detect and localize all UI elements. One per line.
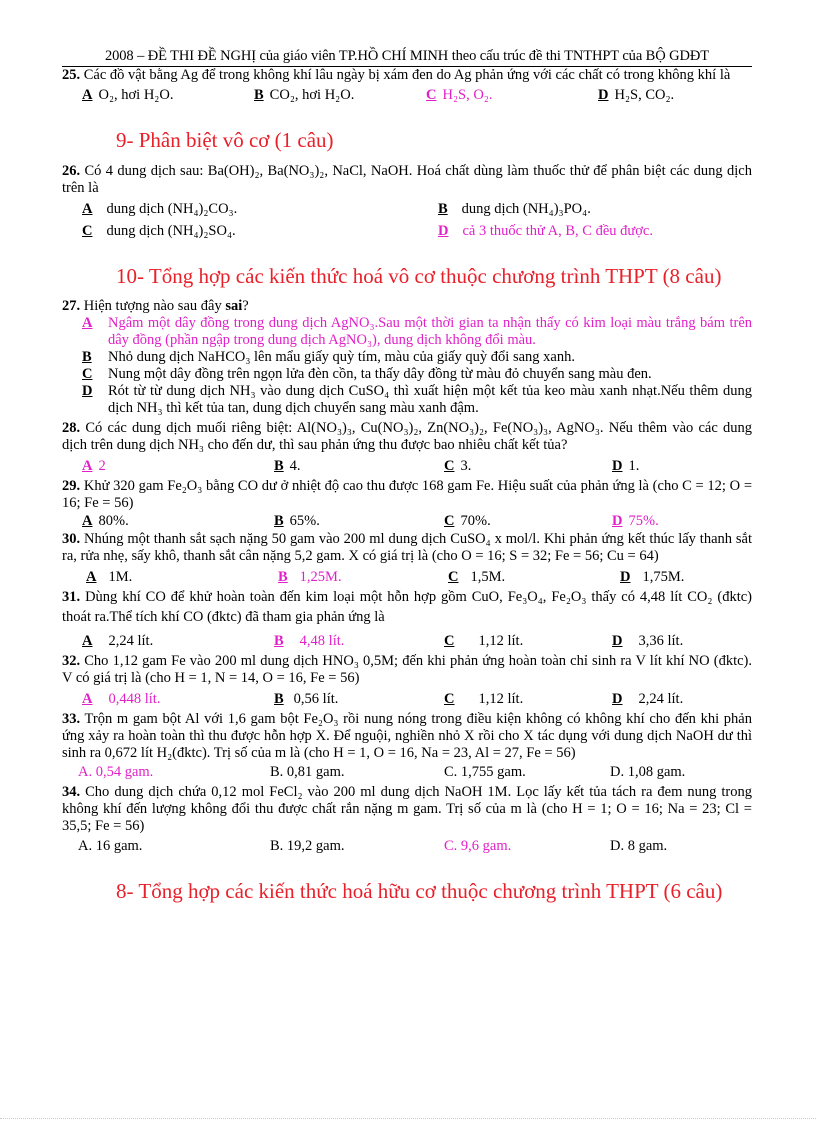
q30-option-b: B 1,25M.: [278, 569, 342, 585]
q29-option-a: A 80%.: [82, 513, 129, 529]
q31-option-c: C 1,12 lít.: [444, 633, 524, 649]
q30-option-a: A 1M.: [86, 569, 133, 585]
q27-option-a: A Ngâm một dây đồng trong dung dịch AgNO₃.Sau một thời gian ta nhận thấy có kim loại màu trắng bám trên dây đồng (phần ngập trong dung dịch AgNO₃), dung dịch không đổi màu.: [82, 315, 752, 348]
question-33: 33. Trộn m gam bột Al với 1,6 gam bột Fe₂O₃ rồi nung nóng trong điều kiện không có không khí cho đến khi phản ứng xảy ra hoàn toàn thì thu được hỗn hợp X. Để nguội, nghiền nhỏ X rồi cho X tác dụng với dung dịch NaOH dư thì sinh ra 0,672 lít H₂(đktc). Trị số của m là (cho H = 1, O = 16, Na = 23, Al = 27, Fe = 56): [62, 711, 752, 761]
q32-options: [62, 691, 752, 708]
q34-option-c: C. 9,6 gam.: [444, 838, 512, 854]
q31-option-d: D 3,36 lít.: [612, 633, 684, 649]
question-32: 32. Cho 1,12 gam Fe vào 200 ml dung dịch HNO₃ 0,5M; đến khi phản ứng hoàn toàn chỉ sinh ra V lít khí NO (đktc). V có giá trị là (cho H = 1, N = 14, O = 16, Fe = 56): [62, 653, 753, 686]
q32-option-b: B 0,56 lít.: [274, 691, 339, 707]
q33-option-a: A. 0,54 gam.: [78, 764, 154, 780]
q29-option-c: C 70%.: [444, 513, 491, 529]
section-9-title: 9- Phân biệt vô cơ (1 câu): [116, 128, 334, 152]
q31-option-a: A 2,24 lít.: [82, 633, 154, 649]
question-34: 34. Cho dung dịch chứa 0,12 mol FeCl₂ vào 200 ml dung dịch NaOH 1M. Lọc lấy kết tủa tách ra đem nung trong không khí đến lượng không đổi thu được chất rắn nặng m gam. Trị số của m là (cho H = 1; O = 16; Na = 23; Cl = 35,5; Fe = 56): [62, 784, 752, 834]
q27-options: [62, 315, 752, 417]
question-31: 31. Dùng khí CO để khử hoàn toàn đến kim loại một hỗn hợp gồm CuO, Fe₃O₄, Fe₂O₃ thấy có 4,48 lít CO₂ (đktc) thoát ra.Thể tích khí CO (đktc) đã tham gia phản ứng là: [62, 589, 752, 625]
q28-options: [62, 458, 752, 475]
q30-options: [62, 569, 752, 586]
section-8-title: 8- Tổng hợp các kiến thức hoá hữu cơ thuộc chương trình THPT (6 câu): [116, 879, 723, 903]
q33-option-c: C. 1,755 gam.: [444, 764, 526, 780]
q31-option-b: B 4,48 lít.: [274, 633, 345, 649]
section-10-title: 10- Tổng hợp các kiến thức hoá vô cơ thuộc chương trình THPT (8 câu): [116, 264, 722, 288]
q29-option-b: B 65%.: [274, 513, 320, 529]
q32-option-a: A 0,448 lít.: [82, 691, 161, 707]
q33-option-d: D. 1,08 gam.: [610, 764, 686, 780]
q27-option-b: B Nhỏ dung dịch NaHCO₃ lên mẩu giấy quỳ tím, màu của giấy quỳ đổi sang xanh.: [82, 349, 575, 365]
question-30: 30. Nhúng một thanh sắt sạch nặng 50 gam vào 200 ml dung dịch CuSO₄ x mol/l. Khi phản ứng kết thúc lấy thanh sắt ra, rửa nhẹ, sấy khô, thanh sắt cân nặng 5,2 gam. X có giá trị là (cho O = 16; S = 32; Fe = 56; Cu = 64): [62, 531, 753, 564]
q28-option-a: A 2: [82, 458, 106, 474]
question-25: 25. Các đồ vật bằng Ag để trong không khí lâu ngày bị xám đen do Ag phản ứng với các chất có trong không khí là: [62, 67, 731, 83]
q32-option-c: C 1,12 lít.: [444, 691, 524, 707]
q28-option-b: B 4.: [274, 458, 301, 474]
q28-option-c: C 3.: [444, 458, 472, 474]
q30-option-c: C 1,5M.: [448, 569, 506, 585]
q33-options: [62, 764, 752, 781]
q31-options: [62, 633, 752, 650]
q34-option-a: A. 16 gam.: [78, 838, 143, 854]
q33-option-b: B. 0,81 gam.: [270, 764, 345, 780]
q25-option-c: C H₂S, O₂.: [426, 87, 493, 103]
q26-options-row2: [62, 223, 752, 240]
question-28: 28. Có các dung dịch muối riêng biệt: Al(NO₃)₃, Cu(NO₃)₂, Zn(NO₃)₂, Fe(NO₃)₃, AgNO₃. Nếu thêm vào các dung dịch trên dung dịch NH₃ cho đến dư, thì sau phản ứng thu được bao nhiêu chất kết tủa?: [62, 420, 753, 453]
q26-option-c: C dung dịch (NH₄)₂SO₄.: [82, 223, 236, 239]
q26-option-b: B dung dịch (NH₄)₃PO₄.: [438, 201, 591, 217]
q29-option-d: D 75%.: [612, 513, 659, 529]
q29-options: [62, 513, 752, 530]
q25-option-d: D H₂S, CO₂.: [598, 87, 675, 103]
q34-option-d: D. 8 gam.: [610, 838, 668, 854]
q27-option-c: C Nung một dây đồng trên ngọn lửa đèn cồn, ta thấy dây đồng từ màu đỏ chuyển sang màu đen.: [82, 366, 652, 382]
question-26: 26. Có 4 dung dịch sau: Ba(OH)₂, Ba(NO₃)₂, NaCl, NaOH. Hoá chất dùng làm thuốc thử để phân biệt các dung dịch trên là: [62, 163, 752, 196]
q27-option-d: D Rót từ từ dung dịch NH₃ vào dung dịch CuSO₄ thì xuất hiện một kết tủa keo màu xanh nhạt.Nếu thêm dung dịch NH₃ thì kết tủa tan, dung dịch chuyển sang màu xanh đậm.: [82, 383, 752, 416]
q34-options: [62, 838, 752, 855]
q25-option-a: A O₂, hơi H₂O.: [82, 87, 174, 103]
q26-option-a: A dung dịch (NH₄)₂CO₃.: [82, 201, 238, 217]
q26-options-row1: [62, 201, 752, 218]
q34-option-b: B. 19,2 gam.: [270, 838, 345, 854]
question-27: 27. Hiện tượng nào sau đây sai?: [62, 298, 249, 314]
q30-option-d: D 1,75M.: [620, 569, 685, 585]
q25-option-b: B CO₂, hơi H₂O.: [254, 87, 355, 103]
q25-options: [62, 87, 752, 104]
question-29: 29. Khử 320 gam Fe₂O₃ bằng CO dư ở nhiệt độ cao thu được 168 gam Fe. Hiệu suất của phản ứng là (cho C = 12; O = 16; Fe = 56): [62, 478, 752, 511]
q28-option-d: D 1.: [612, 458, 640, 474]
page-header: 2008 – ĐỀ THI ĐỀ NGHỊ của giáo viên TP.HỒ CHÍ MINH theo cấu trúc đề thi TNTHPT của BỘ GDĐT: [62, 48, 752, 67]
q26-option-d: D cả 3 thuốc thử A, B, C đều được.: [438, 223, 653, 239]
q32-option-d: D 2,24 lít.: [612, 691, 684, 707]
document-page: [62, 48, 752, 904]
page-bottom-divider: [0, 1118, 816, 1119]
